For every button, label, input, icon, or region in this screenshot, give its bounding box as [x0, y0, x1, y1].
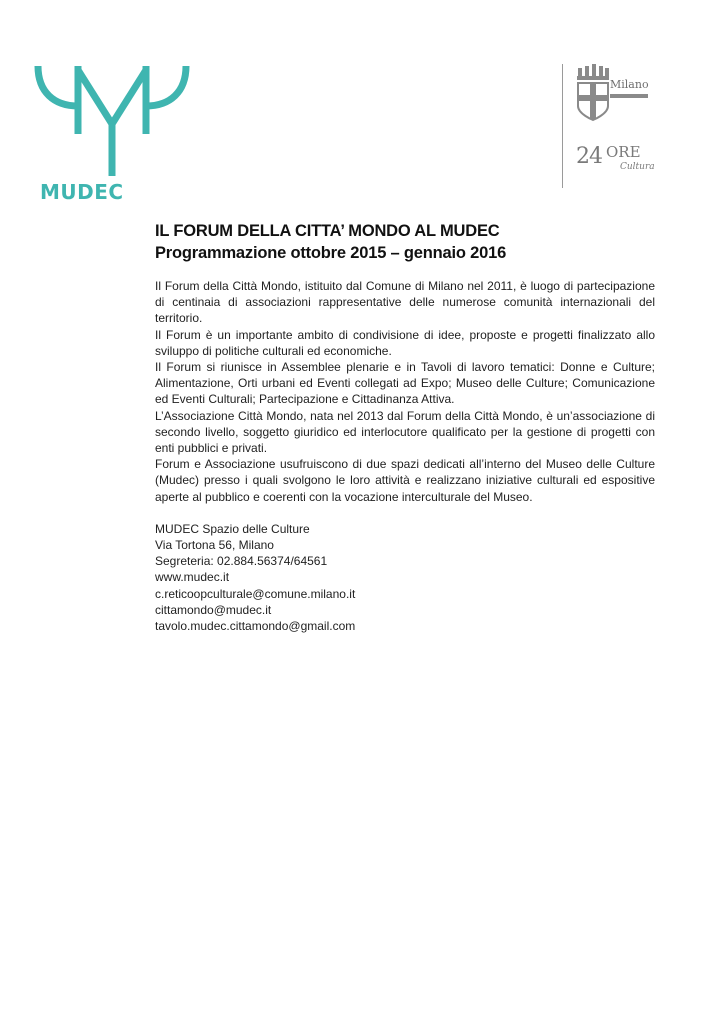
paragraph: Il Forum si riunisce in Assemblee plenarie e in Tavoli di lavoro tematici: Donne e Culture; Alimentazione, Orti urbani ed Eventi collegati ad Expo; Museo delle Culture; Comunicazione ed Eventi Culturali; Partecipazione e Cittadinanza Attiva.: [155, 360, 655, 407]
contact-block: [155, 521, 655, 634]
milano-underline-icon: [576, 64, 650, 122]
mudec-wordmark: MUDEC: [40, 180, 124, 204]
contact-email-link[interactable]: c.reticoopculturale@comune.milano.it: [155, 586, 356, 601]
title-line-1: IL FORUM DELLA CITTA’ MONDO AL MUDEC: [155, 222, 500, 240]
comune-milano-logo: [576, 64, 650, 122]
mudec-symbol-icon: [34, 64, 190, 184]
document-title: [155, 220, 655, 264]
partner-divider: [562, 64, 563, 188]
title-line-2: Programmazione ottobre 2015 – gennaio 2016: [155, 244, 507, 262]
contact-venue-name: MUDEC Spazio delle Culture: [155, 521, 310, 536]
contact-address: Via Tortona 56, Milano: [155, 538, 274, 553]
ore-logo-number: 24: [576, 144, 602, 169]
paragraphs: [155, 278, 655, 505]
paragraph: Forum e Associazione usufruiscono di due spazi dedicati all’interno del Museo delle Culture (Mudec) presso i quali svolgono le loro attività e realizzano iniziative culturali ed espositive aperte al pubblico e coerenti con la vocazione interculturale del Museo.: [155, 457, 655, 504]
contact-email-link[interactable]: cittamondo@mudec.it: [155, 602, 272, 617]
contact-website-link[interactable]: www.mudec.it: [155, 570, 230, 585]
contact-email-link[interactable]: tavolo.mudec.cittamondo@gmail.com: [155, 619, 356, 634]
contact-phone: Segreteria: 02.884.56374/64561: [155, 554, 328, 569]
milano-logo-text: Milano: [610, 78, 649, 91]
document-body: [155, 220, 655, 634]
ore-logo-subtitle: Cultura: [620, 162, 655, 172]
24ore-cultura-logo: [576, 142, 655, 176]
paragraph: Il Forum della Città Mondo, istituito dal Comune di Milano nel 2011, è luogo di partecipazione di centinaia di associazioni rappresentative delle numerose comunità internazionali del territorio.: [155, 279, 655, 326]
ore-logo-word: ORE: [606, 143, 641, 161]
paragraph: L’Associazione Città Mondo, nata nel 2013 dal Forum della Città Mondo, è un’associazione di secondo livello, soggetto giuridico ed interlocutore qualificato per la gestione di progetti con enti pubblici e privati.: [155, 408, 655, 456]
paragraph: Il Forum è un importante ambito di condivisione di idee, proposte e progetti finalizzato allo sviluppo di politiche culturali ed economiche.: [155, 327, 655, 358]
